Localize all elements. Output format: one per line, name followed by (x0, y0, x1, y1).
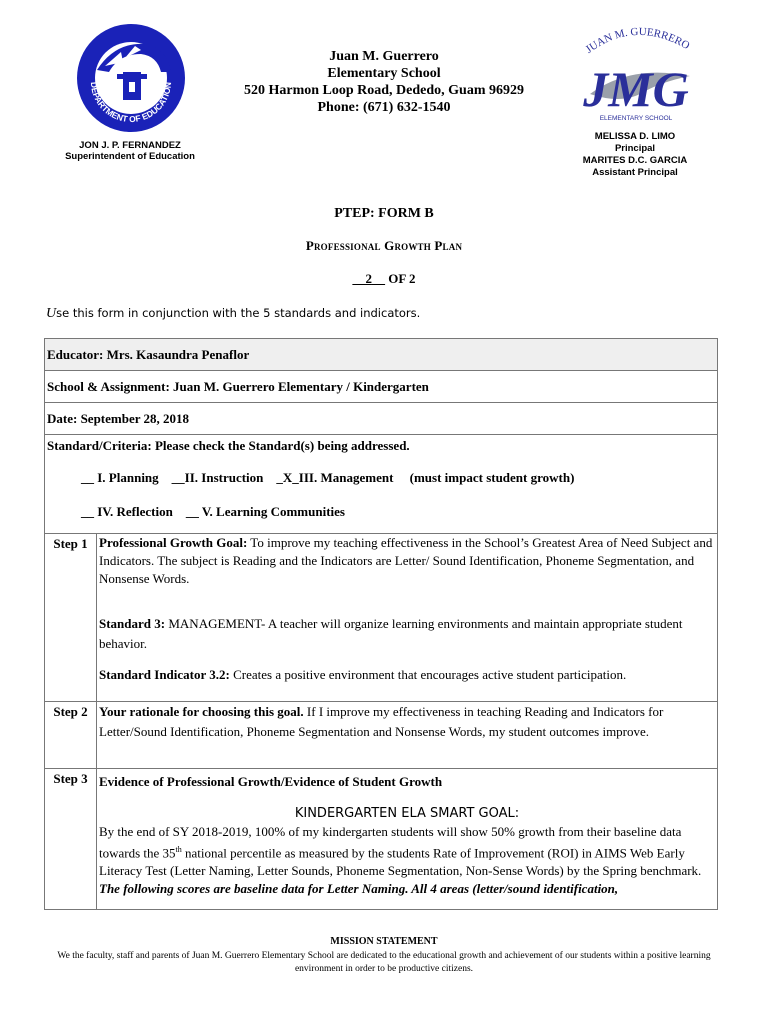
form-instructions: Use this form in conjunction with the 5 standards and indicators. (46, 306, 421, 321)
step-2-label: Step 2 (45, 702, 97, 769)
principal-title: Principal (614, 143, 656, 154)
smart-goal-title: KINDERGARTEN ELA SMART GOAL: (294, 806, 520, 821)
department-of-education-logo (75, 22, 187, 139)
jmg-school-logo (570, 24, 700, 133)
step-2-row (45, 702, 718, 769)
educator-field: Educator: Mrs. Kasaundra Penaflor (45, 339, 718, 371)
mission-statement-text: We the faculty, staff and parents of Juan M. Guerrero Elementary School are dedicated to the educational growth and achievement of our students within a positive learning environment in order to be productive citizens. (57, 951, 711, 974)
growth-plan-table (44, 338, 718, 910)
school-phone: Phone: (671) 632-1540 (317, 100, 451, 115)
superintendent-title: Superintendent of Education (65, 151, 195, 162)
school-name-line1: Juan M. Guerrero (329, 49, 439, 64)
school-name-line2: Elementary School (327, 66, 441, 81)
growth-goal: Professional Growth Goal: To improve my teaching effectiveness in the School’s Greatest Area of Need Subject and Indicators. The subject is Reading and the Indicators are Letter/ Sound Identification, Phoneme Segmentation, and Nonsense Words. (99, 535, 713, 586)
evidence-heading: Evidence of Professional Growth/Evidence of Student Growth (99, 774, 443, 789)
date-row (45, 403, 718, 435)
step-3-label: Step 3 (45, 769, 97, 910)
step-1-row (45, 534, 718, 702)
assistant-principal-title: Assistant Principal (592, 167, 678, 178)
assistant-principal-name: MARITES D.C. GARCIA (582, 155, 688, 166)
school-assignment-row (45, 371, 718, 403)
educator-row (45, 339, 718, 371)
standards-checklist-line2: __ IV. Reflection __ V. Learning Communities (81, 504, 345, 519)
standard-indicator: Standard Indicator 3.2: Creates a positive environment that encourages active student participation. (99, 667, 627, 682)
standards-prompt: Standard/Criteria: Please check the Standard(s) being addressed. (47, 438, 410, 453)
school-address: 520 Harmon Loop Road, Dededo, Guam 96929 (243, 83, 525, 98)
plan-title: Professional Growth Plan (305, 238, 463, 253)
superintendent-name: JON J. P. FERNANDEZ (79, 140, 181, 151)
step-3-row (45, 769, 718, 910)
page-number: 2 (365, 271, 372, 286)
standard-3: Standard 3: MANAGEMENT- A teacher will organize learning environments and maintain appropriate student behavior. (99, 616, 683, 651)
step-1-label: Step 1 (45, 534, 97, 702)
date-field: Date: September 28, 2018 (45, 403, 718, 435)
mission-statement-title: MISSION STATEMENT (330, 936, 438, 947)
form-title: PTEP: FORM B (334, 206, 434, 221)
principal-name: MELISSA D. LIMO (594, 131, 676, 142)
school-assignment-field: School & Assignment: Juan M. Guerrero Elementary / Kindergarten (45, 371, 718, 403)
baseline-note: The following scores are baseline data for Letter Naming. All 4 areas (letter/sound identification, (99, 881, 619, 897)
svg-text:ELEMENTARY SCHOOL: ELEMENTARY SCHOOL (599, 115, 673, 122)
step-2-content: Your rationale for choosing this goal. If I improve my effectiveness in teaching Reading and Indicators for Letter/Sound Identification, Phoneme Segmentation and Nonsense Words, my student outcomes improve. (97, 702, 718, 769)
page-indicator: __2__ OF 2 (352, 271, 416, 286)
svg-text:JMG: JMG (583, 61, 689, 117)
standards-checklist-line1: __ I. Planning __II. Instruction _X_III. Management (must impact student growth) (81, 470, 575, 485)
school-header (200, 48, 568, 116)
standards-cell (45, 435, 718, 534)
svg-text:JUAN M. GUERRERO: JUAN M. GUERRERO (583, 25, 692, 56)
smart-goal-text: By the end of SY 2018-2019, 100% of my kindergarten students will show 50% growth from their baseline data towards the 35th national percentile as measured by the students Rate of Improvement (ROI) in AIMS Web Early Literacy Test (Letter Naming, Letter Sounds, Phoneme Segmentation, Non-Sense Words) by the Spring benchmark. (99, 824, 702, 879)
step-1-content (97, 534, 718, 702)
principal-caption (560, 131, 710, 179)
standards-row (45, 435, 718, 534)
step-3-content (97, 769, 718, 910)
svg-text:DEPARTMENT OF EDUCATION: DEPARTMENT OF EDUCATION (88, 81, 174, 125)
superintendent-caption (30, 140, 230, 162)
